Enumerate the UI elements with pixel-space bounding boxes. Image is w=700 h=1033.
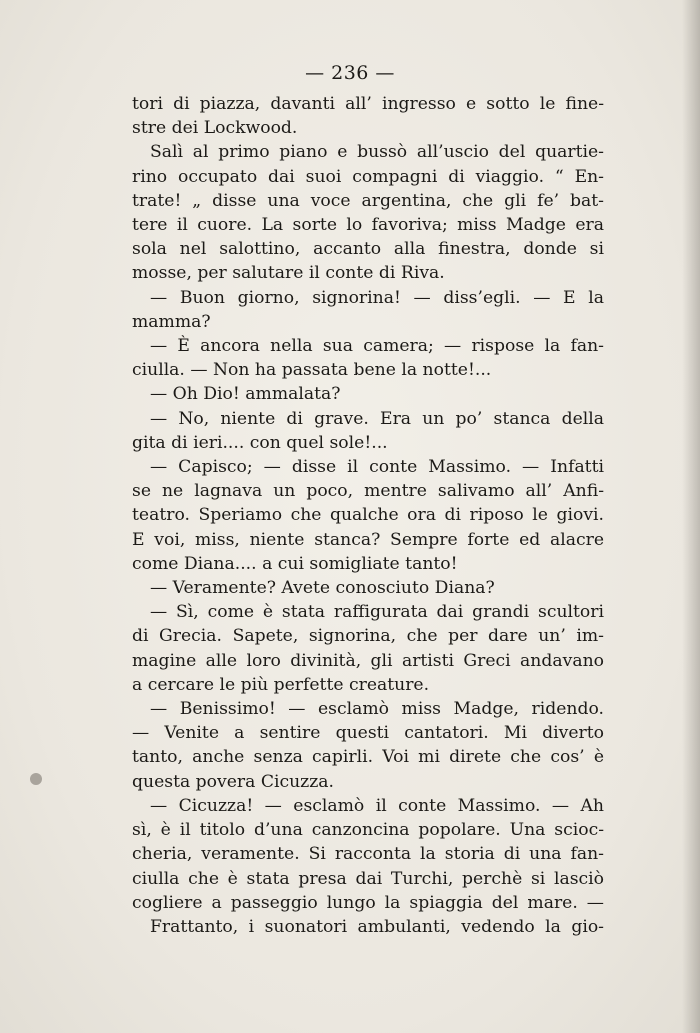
text-line: trate! „ disse una voce argentina, che gli fe’ bat- <box>132 190 604 211</box>
text-line: Salì al primo piano e bussò all’uscio del quartie- <box>150 142 604 163</box>
text-line: di Grecia. Sapete, signorina, che per dare un’ im- <box>132 626 604 647</box>
text-line: — Veramente? Avete conosciuto Diana? <box>150 578 495 599</box>
text-line: E voi, miss, niente stanca? Sempre forte ed alacre <box>132 529 604 550</box>
text-line: ciulla. — Non ha passata bene la notte!... <box>132 360 492 381</box>
text-line: tere il cuore. La sorte lo favoriva; miss Madge era <box>132 215 604 236</box>
text-line: — Venite a sentire questi cantatori. Mi diverto <box>132 723 604 744</box>
text-line: — Sì, come è stata raffigurata dai grandi scultori <box>150 602 604 623</box>
text-line: sola nel salottino, accanto alla finestra, donde si <box>132 239 604 260</box>
text-line: — Benissimo! — esclamò miss Madge, ridendo. <box>150 699 604 720</box>
text-line: cogliere a passeggio lungo la spiaggia del mare. — <box>132 892 604 913</box>
text-line: come Diana.... a cui somigliate tanto! <box>132 553 458 574</box>
text-line: a cercare le più perfette creature. <box>132 674 430 695</box>
text-line: — Capisco; — disse il conte Massimo. — Infatti <box>150 457 604 478</box>
text-line: rino occupato dai suoi compagni di viaggio. “ En- <box>132 166 604 187</box>
text-line: tanto, anche senza capirli. Voi mi direte che cos’ è <box>132 747 604 768</box>
text-line: questa povera Cicuzza. <box>132 771 335 792</box>
text-line: — Buon giorno, signorina! — diss’egli. — E la <box>150 287 604 308</box>
text-line: tori di piazza, davanti all’ ingresso e sotto le fine- <box>132 94 604 114</box>
text-line: sì, è il titolo d’una canzoncina popolare. Una scioc- <box>132 820 604 841</box>
text-line: — È ancora nella sua camera; — rispose la fan- <box>150 336 604 357</box>
text-line: mosse, per salutare il conte di Riva. <box>132 263 445 284</box>
page-number: — 236 — <box>305 62 395 84</box>
text-line: stre dei Lockwood. <box>132 118 298 139</box>
text-line: mamma? <box>132 311 211 332</box>
text-line: magine alle loro divinità, gli artisti Greci andavano <box>132 650 604 671</box>
text-line: cheria, veramente. Si racconta la storia di una fan- <box>132 844 604 865</box>
text-line: — Cicuzza! — esclamò il conte Massimo. — Ah <box>150 795 604 816</box>
text-line: — Oh Dio! ammalata? <box>150 384 341 405</box>
page-edge-shadow <box>682 0 700 1033</box>
body-text <box>132 92 604 939</box>
text-line: gita di ieri.... con quel sole!... <box>132 432 388 453</box>
paper-stain <box>30 773 42 785</box>
text-line: ciulla che è stata presa dai Turchi, perchè si lasciò <box>132 868 604 889</box>
text-line: se ne lagnava un poco, mentre salivamo all’ Anfi- <box>132 481 604 502</box>
text-line: teatro. Speriamo che qualche ora di riposo le giovi. <box>132 505 604 526</box>
text-line: — No, niente di grave. Era un po’ stanca della <box>150 408 604 429</box>
text-line: Frattanto, i suonatori ambulanti, vedendo la gio- <box>150 916 604 937</box>
